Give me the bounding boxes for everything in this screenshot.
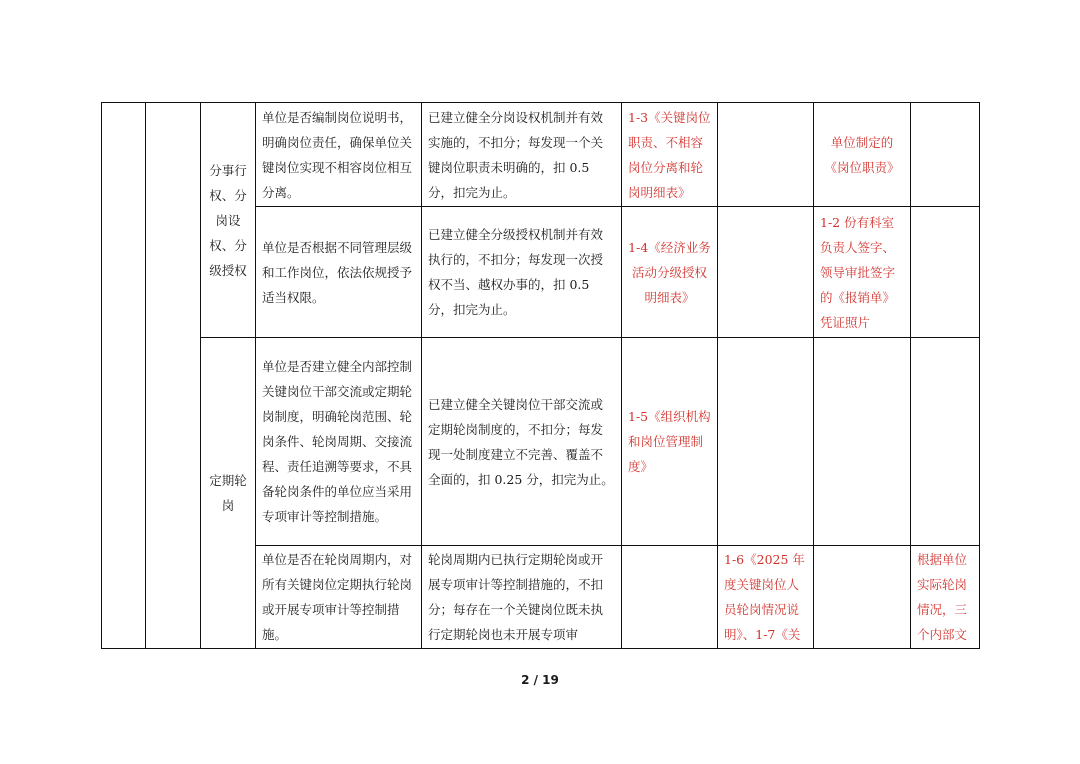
- blank-cell: [718, 103, 814, 207]
- material-cell: 1-6《2025 年度关键岗位人员轮岗情况说明》、1-7《关: [718, 546, 814, 649]
- material-cell: 1-4《经济业务活动分级授权明细表》: [622, 207, 718, 338]
- category-cell: 定期轮岗: [201, 338, 256, 649]
- blank-cell: [718, 338, 814, 546]
- blank-cell: [622, 546, 718, 649]
- question-cell: 单位是否根据不同管理层级和工作岗位，依法依规授予适当权限。: [256, 207, 422, 338]
- blank-cell: [718, 207, 814, 338]
- note-cell: 根据单位实际轮岗情况，三个内部文: [911, 546, 980, 649]
- blank-cell: [102, 103, 146, 649]
- blank-cell: [911, 338, 980, 546]
- standard-cell: 已建立健全关键岗位干部交流或定期轮岗制度的，不扣分；每发现一处制度建立不完善、覆盖不全面的，扣 0.25 分，扣完为止。: [422, 338, 622, 546]
- evidence-cell: 单位制定的《岗位职责》: [814, 103, 911, 207]
- blank-cell: [814, 338, 911, 546]
- blank-cell: [911, 103, 980, 207]
- question-cell: 单位是否建立健全内部控制关键岗位干部交流或定期轮岗制度，明确轮岗范围、轮岗条件、轮岗周期、交接流程、责任追溯等要求，不具备轮岗条件的单位应当采用专项审计等控制措施。: [256, 338, 422, 546]
- question-cell: 单位是否编制岗位说明书，明确岗位责任，确保单位关键岗位实现不相容岗位相互分离。: [256, 103, 422, 207]
- blank-cell: [911, 207, 980, 338]
- blank-cell: [146, 103, 201, 649]
- blank-cell: [814, 546, 911, 649]
- material-cell: 1-5《组织机构和岗位管理制度》: [622, 338, 718, 546]
- evaluation-table: [101, 102, 980, 649]
- page-number: 2 / 19: [521, 673, 559, 687]
- material-cell: 1-3《关键岗位职责、不相容岗位分离和轮岗明细表》: [622, 103, 718, 207]
- question-cell: 单位是否在轮岗周期内，对所有关键岗位定期执行轮岗或开展专项审计等控制措施。: [256, 546, 422, 649]
- standard-cell: 已建立健全分级授权机制并有效执行的，不扣分；每发现一次授权不当、越权办事的，扣 0.5 分，扣完为止。: [422, 207, 622, 338]
- table-row: [102, 338, 980, 546]
- standard-cell: 已建立健全分岗设权机制并有效实施的，不扣分；每发现一个关键岗位职责未明确的，扣 0.5 分，扣完为止。: [422, 103, 622, 207]
- standard-cell: 轮岗周期内已执行定期轮岗或开展专项审计等控制措施的，不扣分；每存在一个关键岗位既未执行定期轮岗也未开展专项审: [422, 546, 622, 649]
- table-row: [102, 103, 980, 207]
- evidence-cell: 1-2 份有科室负责人签字、领导审批签字的《报销单》凭证照片: [814, 207, 911, 338]
- category-cell: 分事行权、分岗设权、分级授权: [201, 103, 256, 338]
